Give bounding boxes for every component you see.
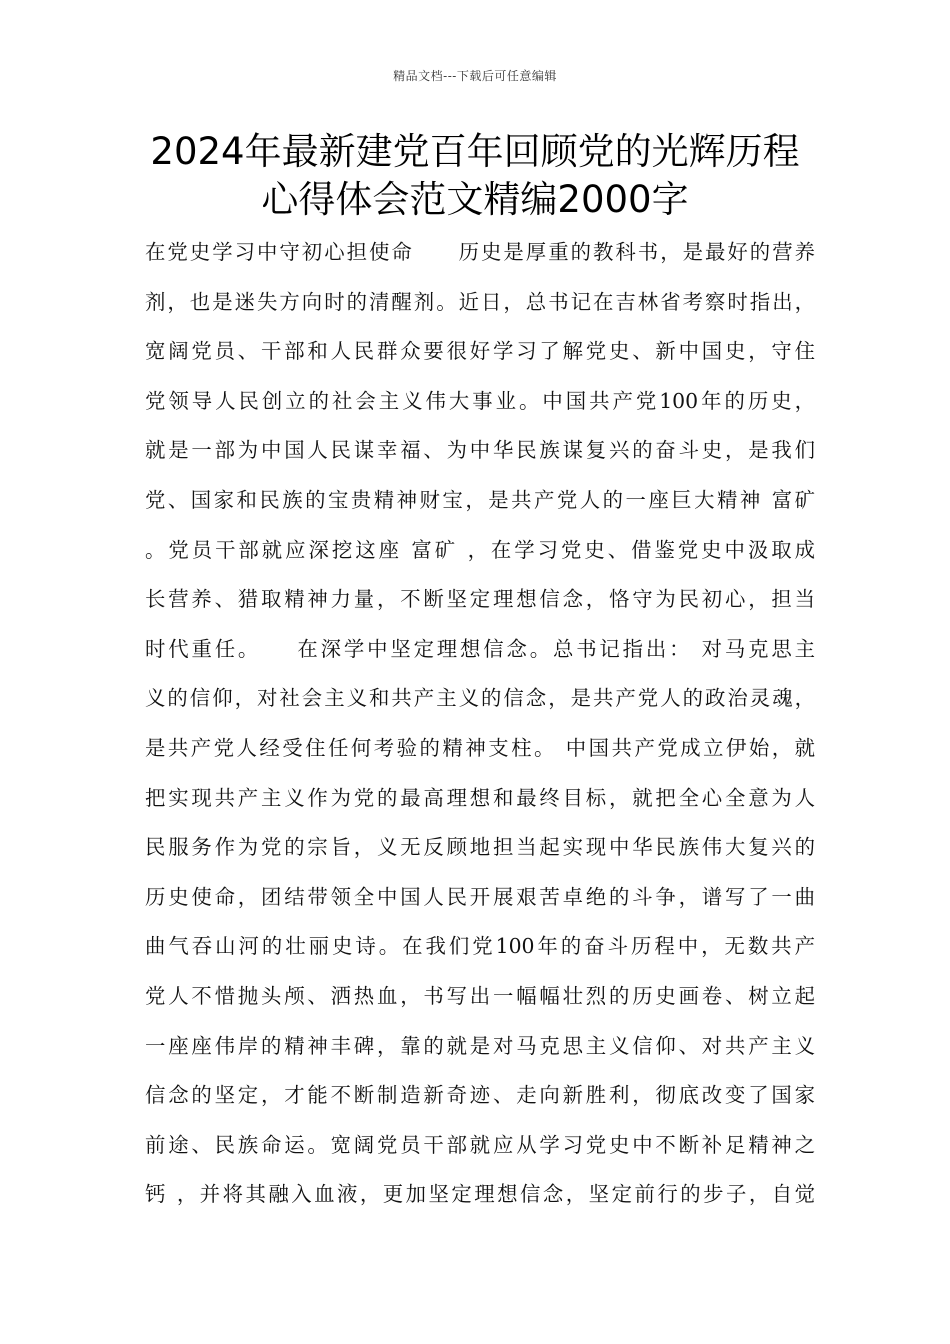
body-line-19: 前途、民族命运。宽阔党员干部就应从学习党史中不断补足精神之 — [145, 1132, 815, 1157]
body-line-1: 在党史学习中守初心担使命 历史是厚重的教科书，是最好的营养 — [145, 240, 815, 264]
body-line-4: 党领导人民创立的社会主义伟大事业。中国共产党100年的历史， — [145, 388, 815, 413]
body-line-17: 一座座伟岸的精神丰碑，靠的就是对马克思主义信仰、对共产主义 — [145, 1033, 815, 1058]
body-line-10: 义的信仰，对社会主义和共产主义的信念，是共产党人的政治灵魂， — [145, 686, 815, 711]
body-line-9: 时代重任。 在深学中坚定理想信念。总书记指出： 对马克思主 — [145, 636, 815, 661]
body-line-7: 。党员干部就应深挖这座 富矿 ，在学习党史、借鉴党史中汲取成 — [145, 537, 815, 562]
body-line-15: 曲气吞山河的壮丽史诗。在我们党100年的奋斗历程中，无数共产 — [145, 934, 815, 959]
document-body — [145, 228, 815, 1220]
body-line-5: 就是一部为中国人民谋幸福、为中华民族谋复兴的奋斗史，是我们 — [145, 438, 815, 463]
body-line-13: 民服务作为党的宗旨，义无反顾地担当起实现中华民族伟大复兴的 — [145, 835, 815, 860]
document-title — [100, 128, 850, 224]
body-line-6: 党、国家和民族的宝贵精神财宝，是共产党人的一座巨大精神 富矿 — [145, 487, 815, 512]
body-line-16: 党人不惜抛头颅、洒热血，书写出一幅幅壮烈的历史画卷、树立起 — [145, 983, 815, 1008]
body-line-14: 历史使命，团结带领全中国人民开展艰苦卓绝的斗争，谱写了一曲 — [145, 884, 815, 909]
body-line-18: 信念的坚定，才能不断制造新奇迹、走向新胜利，彻底改变了国家 — [145, 1083, 815, 1108]
body-line-20: 钙 ，并将其融入血液，更加坚定理想信念，坚定前行的步子，自觉 — [145, 1182, 815, 1207]
body-line-12: 把实现共产主义作为党的最高理想和最终目标，就把全心全意为人 — [145, 785, 815, 810]
body-line-8: 长营养、猎取精神力量，不断坚定理想信念，恪守为民初心，担当 — [145, 587, 815, 612]
title-line-1: 2024年最新建党百年回顾党的光辉历程 — [150, 130, 800, 173]
body-line-11: 是共产党人经受住任何考验的精神支柱。 中国共产党成立伊始，就 — [145, 735, 815, 760]
body-line-2: 剂，也是迷失方向时的清醒剂。近日，总书记在吉林省考察时指出， — [145, 289, 815, 314]
title-line-2: 心得体会范文精编2000字 — [261, 178, 689, 221]
body-line-3: 宽阔党员、干部和人民群众要很好学习了解党史、新中国史，守住 — [145, 339, 815, 364]
header-note: 精品文档---下载后可任意编辑 — [393, 69, 557, 83]
